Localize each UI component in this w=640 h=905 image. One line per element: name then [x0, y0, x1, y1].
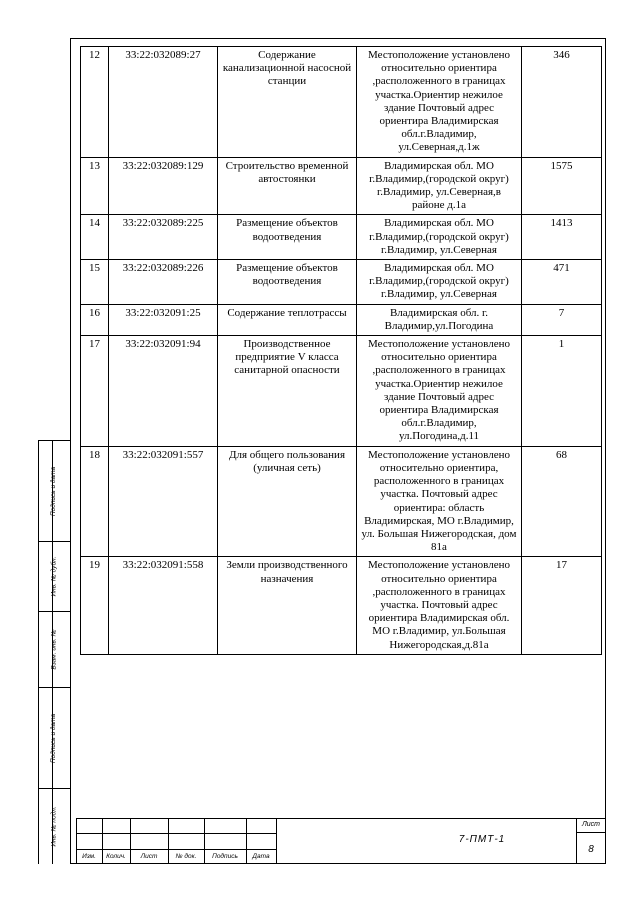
location: Местоположение установлено относительно ориентира ,расположенного в границах участка.Ориентир нежилое здание Почтовый адрес ориентира Владимирская обл.г.Владимир, ул.Северная,д.1ж	[357, 47, 522, 158]
location: Местоположение установлено относительно ориентира ,расположенного в границах участка. Почтовый адрес ориентира Владимирская обл. МО г.Владимир, ул.Большая Нижегородская,д.81а	[357, 557, 522, 654]
sheet-label: Лист	[581, 821, 601, 828]
location: Владимирская обл. МО г.Владимир,(городской округ) г.Владимир, ул.Северная	[357, 260, 522, 305]
title-block	[76, 818, 606, 864]
table-row	[81, 47, 602, 158]
location: Владимирская обл. МО г.Владимир,(городской округ) г.Владимир, ул.Северная	[357, 215, 522, 260]
permitted-use: Содержание теплотрассы	[218, 304, 357, 335]
row-number: 13	[81, 157, 109, 215]
tb-header-change: Изм.	[82, 853, 96, 860]
permitted-use: Строительство временной автостоянки	[218, 157, 357, 215]
permitted-use: Производственное предприятие V класса санитарной опасности	[218, 336, 357, 447]
table-row	[81, 304, 602, 335]
side-cell-replace-inv	[38, 611, 70, 687]
side-cell-dup-inv	[38, 541, 70, 611]
permitted-use: Содержание канализационной насосной станции	[218, 47, 357, 158]
location: Местоположение установлено относительно ориентира ,расположенного в границах участка.Ориентир нежилое здание Почтовый адрес ориентира Владимирская обл.г.Владимир, ул.Погодина,д.11	[357, 336, 522, 447]
location: Владимирская обл. г. Владимир,ул.Погодина	[357, 304, 522, 335]
side-stamp-strip	[38, 440, 70, 864]
tb-header-doc-no: № док.	[175, 853, 197, 860]
row-number: 17	[81, 336, 109, 447]
table-row	[81, 260, 602, 305]
row-number: 12	[81, 47, 109, 158]
row-number: 19	[81, 557, 109, 654]
row-number: 18	[81, 446, 109, 557]
cadastral-number: 33:22:032089:226	[109, 260, 218, 305]
area: 346	[522, 47, 602, 158]
permitted-use: Для общего пользования (уличная сеть)	[218, 446, 357, 557]
cadastral-number: 33:22:032091:25	[109, 304, 218, 335]
row-number: 15	[81, 260, 109, 305]
location: Владимирская обл. МО г.Владимир,(городской округ) г.Владимир, ул.Северная,в районе д.1а	[357, 157, 522, 215]
tb-sheet-line	[576, 832, 606, 833]
tb-header-count: Колич.	[106, 853, 126, 860]
row-number: 14	[81, 215, 109, 260]
side-cell-signature-date-1	[38, 440, 70, 541]
location: Местоположение установлено относительно ориентира, расположенного в границах участка. Почтовый адрес ориентира: область Владимирская, МО г.Владимир, ул. Большая Нижегородская, дом 81а	[357, 446, 522, 557]
cadastral-number: 33:22:032091:558	[109, 557, 218, 654]
side-label-replace-inv: Взам. инв. №	[50, 629, 58, 670]
tb-header-date: Дата	[252, 853, 270, 860]
table-row	[81, 215, 602, 260]
cadastral-number: 33:22:032089:225	[109, 215, 218, 260]
permitted-use: Размещение объектов водоотведения	[218, 260, 357, 305]
document-code: 7-ПМТ-1	[458, 834, 506, 845]
sheet-number: 8	[588, 844, 594, 855]
area: 1575	[522, 157, 602, 215]
cadastral-number: 33:22:032091:557	[109, 446, 218, 557]
tb-col-line-6	[276, 818, 277, 864]
area: 68	[522, 446, 602, 557]
area: 471	[522, 260, 602, 305]
area: 1413	[522, 215, 602, 260]
side-label-dup-inv: Инв. № дубл.	[50, 556, 58, 597]
side-label-signature-date-1: Подпись и дата	[50, 466, 58, 516]
cadastral-number: 33:22:032089:27	[109, 47, 218, 158]
permitted-use: Размещение объектов водоотведения	[218, 215, 357, 260]
area: 1	[522, 336, 602, 447]
table-row	[81, 446, 602, 557]
table-row	[81, 336, 602, 447]
area: 17	[522, 557, 602, 654]
side-label-orig-inv: Инв. № подл.	[50, 806, 58, 847]
area: 7	[522, 304, 602, 335]
land-plots-table	[80, 46, 602, 655]
cadastral-number: 33:22:032089:129	[109, 157, 218, 215]
table-row	[81, 557, 602, 654]
tb-top-line	[76, 818, 606, 819]
tb-header-sheet: Лист	[140, 853, 158, 860]
side-label-signature-date-2: Подпись и дата	[50, 713, 58, 763]
side-cell-signature-date-2	[38, 687, 70, 788]
permitted-use: Земли производственного назначения	[218, 557, 357, 654]
side-cell-orig-inv	[38, 788, 70, 864]
cadastral-number: 33:22:032091:94	[109, 336, 218, 447]
table-row	[81, 157, 602, 215]
row-number: 16	[81, 304, 109, 335]
tb-header-signature: Подпись	[212, 853, 238, 860]
